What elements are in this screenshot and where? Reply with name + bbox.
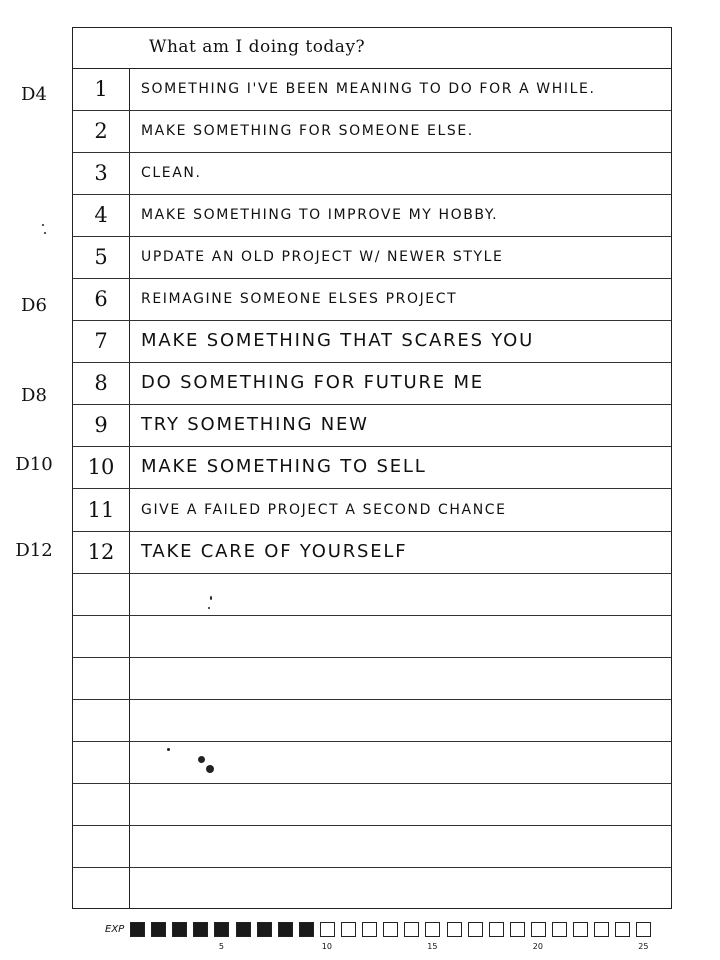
exp-box [552, 922, 567, 937]
exp-box [489, 922, 504, 937]
exp-box [299, 922, 314, 937]
row-number: 1 [94, 77, 108, 101]
table-row [73, 784, 671, 826]
table-row [73, 111, 671, 153]
ink-speck [42, 224, 44, 226]
table-row [73, 447, 671, 489]
exp-tick-label: 20 [532, 942, 543, 951]
table-row [73, 363, 671, 405]
table-row [73, 868, 671, 910]
row-number: 10 [87, 455, 115, 480]
row-task: DO SOMETHING FOR FUTURE ME [141, 372, 484, 394]
table-row [73, 532, 671, 574]
row-number: 4 [94, 203, 108, 228]
ink-speck [167, 748, 170, 751]
row-task: CLEAN. [141, 165, 202, 182]
row-number: 3 [94, 161, 108, 186]
exp-label: EXP [105, 924, 125, 935]
exp-box [341, 922, 356, 937]
table-row [73, 658, 671, 700]
row-number: 8 [94, 371, 108, 396]
exp-tick-label: 10 [321, 942, 332, 951]
exp-box [636, 922, 651, 937]
row-number: 5 [94, 245, 108, 270]
ink-speck [198, 756, 205, 763]
exp-box [172, 922, 187, 937]
exp-box [320, 922, 335, 937]
row-task: UPDATE AN OLD PROJECT W/ NEWER STYLE [141, 249, 504, 266]
ink-speck [44, 232, 46, 234]
table-row [73, 153, 671, 195]
exp-tick-label: 5 [218, 942, 224, 951]
exp-box [278, 922, 293, 937]
exp-box [130, 922, 145, 937]
table-row [73, 574, 671, 616]
table-row [73, 279, 671, 321]
ink-speck [206, 765, 214, 773]
exp-box [236, 922, 251, 937]
row-task: MAKE SOMETHING TO IMPROVE MY HOBBY. [141, 207, 499, 224]
exp-tick-label: 15 [427, 942, 438, 951]
row-task: TAKE CARE OF YOURSELF [141, 540, 408, 562]
margin-note: D10 [15, 454, 53, 475]
ink-speck [208, 607, 210, 609]
ink-speck [210, 596, 212, 600]
row-number: 6 [94, 287, 108, 312]
exp-box [193, 922, 208, 937]
row-task: SOMETHING I'VE BEEN MEANING TO DO FOR A WHILE. [141, 81, 596, 97]
table-row [73, 69, 671, 111]
margin-note: D6 [21, 295, 47, 316]
table-row [73, 195, 671, 237]
exp-box [404, 922, 419, 937]
exp-box [468, 922, 483, 937]
row-number: 12 [87, 539, 115, 564]
exp-box [362, 922, 377, 937]
exp-box [214, 922, 229, 937]
task-sheet [72, 27, 672, 909]
exp-tracker [105, 922, 665, 958]
table-row [73, 490, 671, 532]
table-row [73, 700, 671, 742]
exp-box [257, 922, 272, 937]
margin-note: D4 [21, 84, 47, 105]
row-task: MAKE SOMETHING THAT SCARES YOU [141, 330, 535, 352]
exp-box [383, 922, 398, 937]
table-row [73, 405, 671, 447]
row-number: 9 [94, 413, 108, 438]
page-title: What am I doing today? [149, 37, 366, 57]
table-row [73, 321, 671, 363]
exp-box [615, 922, 630, 937]
row-task: GIVE A FAILED PROJECT A SECOND CHANCE [141, 501, 507, 518]
exp-box [594, 922, 609, 937]
margin-note: D8 [21, 385, 47, 406]
row-number: 11 [87, 497, 115, 522]
exp-box [447, 922, 462, 937]
table-row [73, 616, 671, 658]
title-row [73, 28, 671, 69]
row-number: 2 [94, 119, 108, 144]
table-row [73, 826, 671, 868]
row-task: MAKE SOMETHING TO SELL [141, 456, 427, 478]
row-number: 7 [94, 329, 108, 354]
row-task: REIMAGINE SOMEONE ELSES PROJECT [141, 291, 458, 308]
margin-note: D12 [15, 540, 53, 561]
table-row [73, 742, 671, 784]
row-task: TRY SOMETHING NEW [141, 414, 369, 436]
exp-box [151, 922, 166, 937]
exp-tick-label: 25 [638, 942, 649, 951]
exp-box [531, 922, 546, 937]
exp-box [425, 922, 440, 937]
exp-box [573, 922, 588, 937]
row-task: MAKE SOMETHING FOR SOMEONE ELSE. [141, 123, 474, 140]
exp-box [510, 922, 525, 937]
table-row [73, 237, 671, 279]
